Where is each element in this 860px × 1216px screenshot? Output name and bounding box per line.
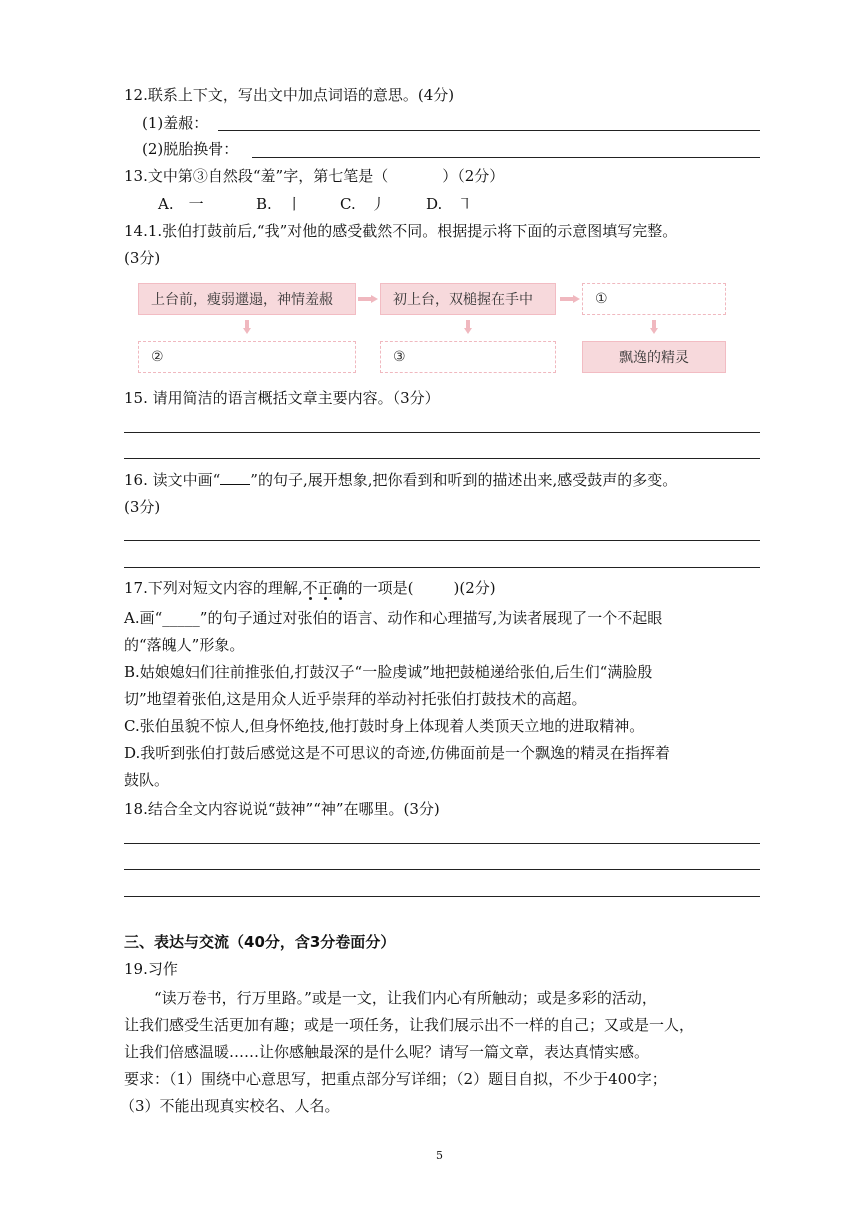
diagram-blank-2[interactable]: ② [138, 341, 356, 373]
diagram-blank-3[interactable]: ③ [380, 341, 556, 373]
q13-stem [124, 165, 504, 187]
q13-stem-text: 13.文中第③自然段“羞”字，第七笔是（ [124, 167, 389, 185]
q12-stem: 12.联系上下文，写出文中加点词语的意思。(4分) [124, 86, 455, 104]
q17-stem-text-a: 17.下列对短文内容的理解, [124, 579, 303, 597]
essay-prompt-line1: “读万卷书，行万里路。”或是一文，让我们内心有所触动；或是多彩的活动， [154, 989, 657, 1007]
essay-requirements-line2: （3）不能出现真实校名、人名。 [120, 1097, 340, 1115]
q17-emphasis-char: 确 [332, 579, 348, 597]
q15-stem: 15. 请用简洁的语言概括文章主要内容。（3分） [124, 389, 440, 407]
q16-answer-line-2[interactable] [124, 567, 760, 568]
q12-item1-label: (1)羞赧： [142, 114, 209, 132]
q14-stem: 14.1.张伯打鼓前后,“我”对他的感受截然不同。根据提示将下面的示意图填写完整。 [124, 222, 678, 240]
essay-requirements-line1: 要求：（1）围绕中心意思写，把重点部分写详细；（2）题目自拟，不少于400字； [124, 1070, 667, 1088]
q15-answer-line-2[interactable] [124, 458, 760, 459]
q13-option-c: C. 丿 [340, 195, 386, 213]
q15-answer-line-1[interactable] [124, 432, 760, 433]
q12-item2-label: (2)脱胎换骨： [142, 140, 239, 158]
q13-option-a: A. 一 [158, 195, 204, 213]
q12-item2-answer-line[interactable] [252, 157, 760, 158]
q16-stem-text-b: ”的句子,展开想象,把你看到和听到的描述出来,感受鼓声的多变。 [250, 471, 678, 489]
q12-item1-answer-line[interactable] [218, 130, 760, 131]
q13-option-d: D. ㇕ [426, 195, 473, 213]
q16-stem [124, 469, 677, 491]
diagram-box-first-on-stage: 初上台，双槌握在手中 [380, 283, 556, 315]
arrow-down-icon [650, 320, 658, 334]
q16-answer-line-1[interactable] [124, 540, 760, 541]
q16-stem-text-a: 16. 读文中画“ [124, 471, 221, 489]
q17-stem-score: )(2分) [453, 579, 496, 597]
q18-answer-line-1[interactable] [124, 843, 760, 844]
q17-option-a-line1: A.画“_____”的句子通过对张伯的语言、动作和心理描写,为读者展现了一个不起眼 [124, 609, 663, 627]
arrow-right-icon [560, 295, 580, 303]
q17-option-d-line2: 鼓队。 [124, 771, 170, 789]
q17-emphasis-char: 不 [302, 579, 318, 597]
q14-score: (3分) [124, 249, 161, 267]
q17-emphasis-char: 正 [317, 579, 333, 597]
essay-prompt-line3: 让我们倍感温暖……让你感触最深的是什么呢？请写一篇文章，表达真情实感。 [124, 1043, 650, 1061]
q19-title: 19.习作 [124, 960, 178, 978]
q18-answer-line-3[interactable] [124, 896, 760, 897]
arrow-right-icon [358, 295, 378, 303]
q17-option-c: C.张伯虽貌不惊人,但身怀绝技,他打鼓时身上体现着人类顶天立地的进取精神。 [124, 717, 645, 735]
q18-answer-line-2[interactable] [124, 869, 760, 870]
q17-option-b-line1: B.姑娘媳妇们往前推张伯,打鼓汉子“一脸虔诚”地把鼓槌递给张伯,后生们“满脸殷 [124, 663, 653, 681]
q16-underline-mark [220, 470, 250, 485]
essay-prompt-line2: 让我们感受生活更加有趣；或是一项任务，让我们展示出不一样的自己；又或是一人， [124, 1016, 695, 1034]
q13-stem-score: ）（2分） [442, 167, 505, 185]
q17-option-a-line2: 的“落魄人”形象。 [124, 636, 245, 654]
q17-option-b-line2: 切”地望着张伯,这是用众人近乎崇拜的举动衬托张伯打鼓技术的高超。 [124, 690, 587, 708]
q13-option-b: B. 丨 [256, 195, 302, 213]
q17-stem [124, 577, 496, 599]
page-number: 5 [436, 1149, 443, 1162]
arrow-down-icon [243, 320, 251, 334]
diagram-box-elegant-spirit: 飘逸的精灵 [582, 341, 726, 373]
arrow-down-icon [464, 320, 472, 334]
q18-stem: 18.结合全文内容说说“鼓神”“神”在哪里。(3分) [124, 800, 440, 818]
q17-stem-text-b: 的一项是( [347, 579, 414, 597]
q16-score: (3分) [124, 498, 161, 516]
diagram-blank-1[interactable]: ① [582, 283, 726, 315]
section-3-title: 三、表达与交流（40分，含3分卷面分） [124, 933, 396, 951]
q17-option-d-line1: D.我听到张伯打鼓后感觉这是不可思议的奇迹,仿佛面前是一个飘逸的精灵在指挥着 [124, 744, 671, 762]
diagram-box-before-stage: 上台前，瘦弱邋遢，神情羞赧 [138, 283, 356, 315]
